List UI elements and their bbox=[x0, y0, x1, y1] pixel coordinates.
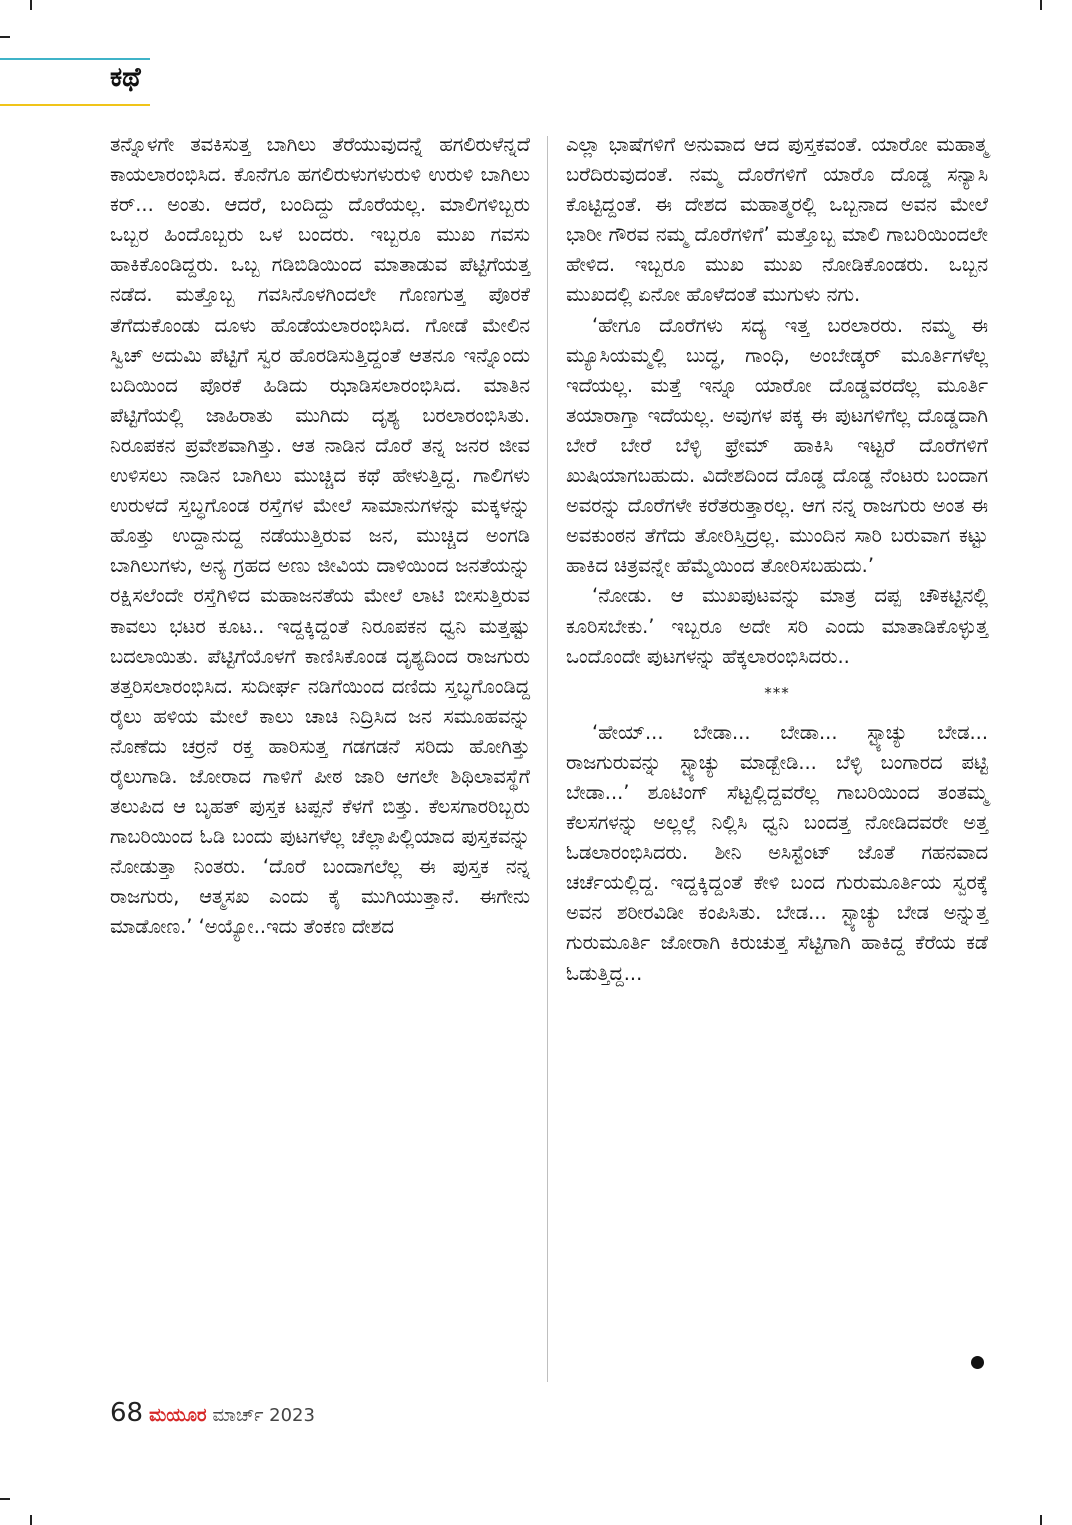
right-column bbox=[566, 130, 988, 1380]
paragraph: ‘ಹೇಗೂ ದೊರೆಗಳು ಸದ್ಯ ಇತ್ತ ಬರಲಾರರು. ನಮ್ಮ ಈ ಮ್ಯೂಸಿಯಮ್ಮಲ್ಲಿ ಬುದ್ಧ, ಗಾಂಧಿ, ಅಂಬೇಡ್ಕರ್ ಮೂರ್ತಿಗಳೆಲ್ಲ ಇದೆಯಲ್ಲ. ಮತ್ತೆ ಇನ್ನೂ ಯಾರೋ ದೊಡ್ಡವರದೆಲ್ಲ ಮೂರ್ತಿ ತಯಾರಾಗ್ತಾ ಇದೆಯಲ್ಲ. ಅವುಗಳ ಪಕ್ಕ ಈ ಪುಟಗಳಿಗೆಲ್ಲ ದೊಡ್ಡದಾಗಿ ಬೇರೆ ಬೇರೆ ಬೆಳ್ಳಿ ಫ್ರೇಮ್ ಹಾಕಿಸಿ ಇಟ್ಟರೆ ದೊರೆಗಳಿಗೆ ಖುಷಿಯಾಗಬಹುದು. ವಿದೇಶದಿಂದ ದೊಡ್ಡ ದೊಡ್ಡ ನೆಂಟರು ಬಂದಾಗ ಅವರನ್ನು ದೊರೆಗಳೇ ಕರೆತರುತ್ತಾರಲ್ಲ. ಆಗ ನನ್ನ ರಾಜಗುರು ಅಂತ ಈ ಅವಕುಂಠನ ತೆಗೆದು ತೋರಿಸ್ತಿದ್ರಲ್ಲ. ಮುಂದಿನ ಸಾರಿ ಬರುವಾಗ ಕಟ್ಟು ಹಾಕಿದ ಚಿತ್ರವನ್ನೇ ಹೆಮ್ಮೆಯಿಂದ ತೋರಿಸಬಹುದು.’ bbox=[566, 313, 988, 578]
header-rule-yellow bbox=[0, 104, 150, 106]
crop-mark-bottom-right bbox=[1040, 1515, 1042, 1525]
magazine-name: ಮಯೂರ bbox=[149, 1405, 207, 1426]
section-title: ಕಥೆ bbox=[110, 62, 141, 93]
column-divider bbox=[547, 136, 548, 1382]
page-number: 68 bbox=[110, 1398, 144, 1428]
page-footer bbox=[110, 1398, 315, 1428]
crop-mark-top-right bbox=[1040, 0, 1042, 10]
left-column-text: ತನ್ನೊಳಗೇ ತವಕಿಸುತ್ತ ಬಾಗಿಲು ತೆರೆಯುವುದನ್ನೆ ಹಗಲಿರುಳೆನ್ನದೆ ಕಾಯಲಾರಂಭಿಸಿದ. ಕೊನೆಗೂ ಹಗಲಿರುಳುಗಳುರುಳಿ ಉರುಳಿ ಬಾಗಿಲು ಕರ್... ಅಂತು. ಆದರೆ, ಬಂದಿದ್ದು ದೊರೆಯಲ್ಲ. ಮಾಲಿಗಳಿಬ್ಬರು ಒಬ್ಬರ ಹಿಂದೊಬ್ಬರು ಒಳ ಬಂದರು. ಇಬ್ಬರೂ ಮುಖ ಗವಸು ಹಾಕಿಕೊಂಡಿದ್ದರು. ಒಬ್ಬ ಗಡಿಬಿಡಿಯಿಂದ ಮಾತಾಡುವ ಪೆಟ್ಟಿಗೆಯತ್ತ ನಡೆದ. ಮತ್ತೊಬ್ಬ ಗವಸಿನೊಳಗಿಂದಲೇ ಗೊಣಗುತ್ತ ಪೊರಕೆ ತೆಗೆದುಕೊಂಡು ದೂಳು ಹೊಡೆಯಲಾರಂಭಿಸಿದ. ಗೋಡೆ ಮೇಲಿನ ಸ್ವಿಚ್ ಅದುಮಿ ಪೆಟ್ಟಿಗೆ ಸ್ವರ ಹೊರಡಿಸುತ್ತಿದ್ದಂತೆ ಆತನೂ ಇನ್ನೊಂದು ಬದಿಯಿಂದ ಪೊರಕೆ ಹಿಡಿದು ಝಾಡಿಸಲಾರಂಭಿಸಿದ. ಮಾತಿನ ಪೆಟ್ಟಿಗೆಯಲ್ಲಿ ಜಾಹಿರಾತು ಮುಗಿದು ದೃಶ್ಯ ಬರಲಾರಂಭಿಸಿತು. ನಿರೂಪಕನ ಪ್ರವೇಶವಾಗಿತ್ತು. ಆತ ನಾಡಿನ ದೊರೆ ತನ್ನ ಜನರ ಜೀವ ಉಳಿಸಲು ನಾಡಿನ ಬಾಗಿಲು ಮುಚ್ಚಿದ ಕಥೆ ಹೇಳುತ್ತಿದ್ದ. ಗಾಲಿಗಳು ಉರುಳದೆ ಸ್ತಬ್ಧಗೊಂಡ ರಸ್ತೆಗಳ ಮೇಲೆ ಸಾಮಾನುಗಳನ್ನು ಮಕ್ಕಳನ್ನು ಹೊತ್ತು ಉದ್ದಾನುದ್ದ ನಡೆಯುತ್ತಿರುವ ಜನ, ಮುಚ್ಚಿದ ಅಂಗಡಿ ಬಾಗಿಲುಗಳು, ಅನ್ಯ ಗ್ರಹದ ಅಣು ಜೀವಿಯ ದಾಳಿಯಿಂದ ಜನತೆಯನ್ನು ರಕ್ಷಿಸಲೆಂದೇ ರಸ್ತೆಗಿಳಿದ ಮಹಾಜನತೆಯ ಮೇಲೆ ಲಾಟಿ ಬೀಸುತ್ತಿರುವ ಕಾವಲು ಭಟರ ಕೂಟ.. ಇದ್ದಕ್ಕಿದ್ದಂತೆ ನಿರೂಪಕನ ಧ್ವನಿ ಮತ್ತಷ್ಟು ಬದಲಾಯಿತು. ಪೆಟ್ಟಿಗೆಯೊಳಗೆ ಕಾಣಿಸಿಕೊಂಡ ದೃಶ್ಯದಿಂದ ರಾಜಗುರು ತತ್ತರಿಸಲಾರಂಭಿಸಿದ. ಸುದೀರ್ಘ ನಡಿಗೆಯಿಂದ ದಣಿದು ಸ್ತಬ್ಧಗೊಂಡಿದ್ದ ರೈಲು ಹಳಿಯ ಮೇಲೆ ಕಾಲು ಚಾಚಿ ನಿದ್ರಿಸಿದ ಜನ ಸಮೂಹವನ್ನು ನೊಣೆದು ಚರ್ರನೆ ರಕ್ತ ಹಾರಿಸುತ್ತ ಗಡಗಡನೆ ಸರಿದು ಹೋಗಿತ್ತು ರೈಲುಗಾಡಿ. ಜೋರಾದ ಗಾಳಿಗೆ ಪೀಠ ಜಾರಿ ಆಗಲೇ ಶಿಥಿಲಾವಸ್ಥೆಗೆ ತಲುಪಿದ ಆ ಬೃಹತ್ ಪುಸ್ತಕ ಟಪ್ಪನೆ ಕೆಳಗೆ ಬಿತ್ತು. ಕೆಲಸಗಾರರಿಬ್ಬರು ಗಾಬರಿಯಿಂದ ಓಡಿ ಬಂದು ಪುಟಗಳೆಲ್ಲ ಚೆಲ್ಲಾಪಿಲ್ಲಿಯಾದ ಪುಸ್ತಕವನ್ನು ನೋಡುತ್ತಾ ನಿಂತರು. ‘ದೊರೆ ಬಂದಾಗಲೆಲ್ಲ ಈ ಪುಸ್ತಕ ನನ್ನ ರಾಜಗುರು, ಆತ್ಮಸಖ ಎಂದು ಕೈ ಮುಗಿಯುತ್ತಾನೆ. ಈಗೇನು ಮಾಡೋಣ.’ ‘ಅಯ್ಯೋ..ಇದು ತೆಂಕಣ ದೇಶದ bbox=[110, 133, 530, 939]
scene-separator: *** bbox=[764, 683, 790, 702]
left-column bbox=[110, 130, 530, 1380]
crop-mark-bottom-left bbox=[30, 1515, 32, 1525]
issue-date: ಮಾರ್ಚ್ 2023 bbox=[212, 1405, 315, 1426]
crop-mark-left-lower bbox=[0, 1498, 10, 1500]
end-of-story-mark bbox=[971, 1356, 984, 1369]
header-rule-cyan bbox=[0, 58, 150, 60]
paragraph: ‘ನೋಡು. ಆ ಮುಖಪುಟವನ್ನು ಮಾತ್ರ ದಪ್ಪ ಚೌಕಟ್ಟಿನಲ್ಲಿ ಕೂರಿಸಬೇಕು.’ ಇಬ್ಬರೂ ಅದೇ ಸರಿ ಎಂದು ಮಾತಾಡಿಕೊಳ್ಳುತ್ತ ಒಂದೊಂದೇ ಪುಟಗಳನ್ನು ಹೆಕ್ಕಲಾರಂಭಿಸಿದರು.. bbox=[566, 584, 988, 668]
paragraph: ಎಲ್ಲಾ ಭಾಷೆಗಳಿಗೆ ಅನುವಾದ ಆದ ಪುಸ್ತಕವಂತೆ. ಯಾರೋ ಮಹಾತ್ಮ ಬರೆದಿರುವುದಂತೆ. ನಮ್ಮ ದೊರೆಗಳಿಗೆ ಯಾರೊ ದೊಡ್ಡ ಸನ್ಯಾಸಿ ಕೊಟ್ಟಿದ್ದಂತೆ. ಈ ದೇಶದ ಮಹಾತ್ಮರಲ್ಲಿ ಒಬ್ಬನಾದ ಅವನ ಮೇಲೆ ಭಾರೀ ಗೌರವ ನಮ್ಮ ದೊರೆಗಳಿಗೆ’ ಮತ್ತೊಬ್ಬ ಮಾಲಿ ಗಾಬರಿಯಿಂದಲೇ ಹೇಳಿದ. ಇಬ್ಬರೂ ಮುಖ ಮುಖ ನೋಡಿಕೊಂಡರು. ಒಬ್ಬನ ಮುಖದಲ್ಲಿ ಏನೋ ಹೊಳೆದಂತೆ ಮುಗುಳು ನಗು. bbox=[566, 133, 988, 307]
crop-mark-top-left bbox=[30, 0, 32, 10]
crop-mark-left-upper bbox=[0, 36, 10, 38]
paragraph: ‘ಹೇಯ್... ಬೇಡಾ... ಬೇಡಾ... ಸ್ಟ್ಯಾಚ್ಯು ಬೇಡ... ರಾಜಗುರುವನ್ನು ಸ್ಟ್ಯಾಚ್ಯು ಮಾಡ್ಬೇಡಿ... ಬೆಳ್ಳಿ ಬಂಗಾರದ ಪಟ್ಟಿ ಬೇಡಾ...’ ಶೂಟಿಂಗ್ ಸೆಟ್ಟಲ್ಲಿದ್ದವರೆಲ್ಲ ಗಾಬರಿಯಿಂದ ತಂತಮ್ಮ ಕೆಲಸಗಳನ್ನು ಅಲ್ಲಲ್ಲೆ ನಿಲ್ಲಿಸಿ ಧ್ವನಿ ಬಂದತ್ತ ನೋಡಿದವರೇ ಅತ್ತ ಓಡಲಾರಂಭಿಸಿದರು. ಶೀನಿ ಅಸಿಸ್ಟೆಂಟ್ ಜೊತೆ ಗಹನವಾದ ಚರ್ಚೆಯಲ್ಲಿದ್ದ. ಇದ್ದಕ್ಕಿದ್ದಂತೆ ಕೇಳಿ ಬಂದ ಗುರುಮೂರ್ತಿಯ ಸ್ವರಕ್ಕೆ ಅವನ ಶರೀರವಿಡೀ ಕಂಪಿಸಿತು. ಬೇಡ... ಸ್ಟ್ಯಾಚ್ಯು ಬೇಡ ಅನ್ನುತ್ತ ಗುರುಮೂರ್ತಿ ಜೋರಾಗಿ ಕಿರುಚುತ್ತ ಸೆಟ್ಟಿಗಾಗಿ ಹಾಕಿದ್ದ ಕೆರೆಯ ಕಡೆ ಓಡುತ್ತಿದ್ದ... bbox=[566, 720, 988, 985]
